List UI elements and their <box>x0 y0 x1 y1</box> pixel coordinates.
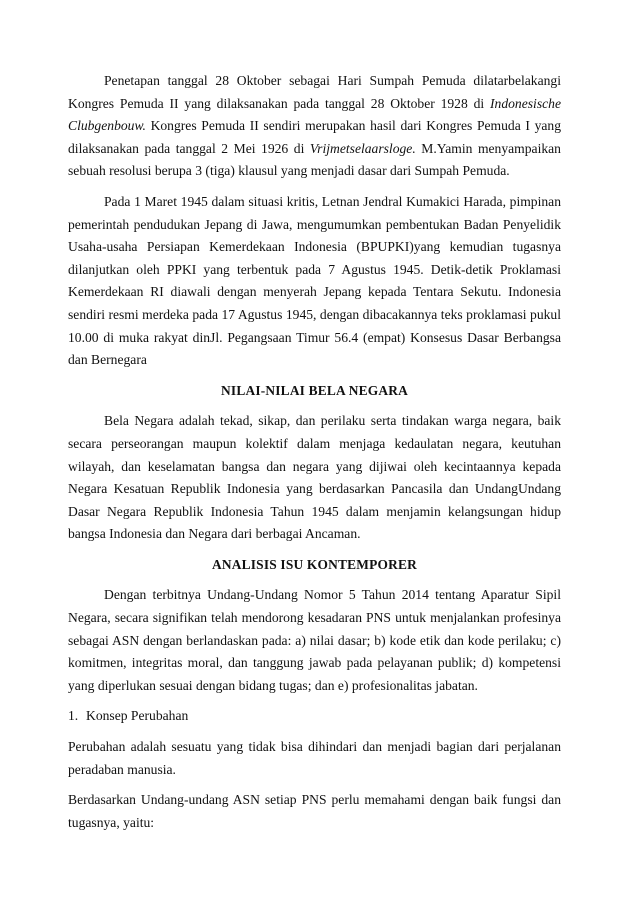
paragraph-text: M.Yamin menyampaikan sebuah resolusi berupa 3 (tiga) klausul yang menjadi dasar dari Sumpah Pemuda. <box>68 140 561 179</box>
list-number: 1. <box>68 708 79 724</box>
paragraph-perubahan: Perubahan adalah sesuatu yang tidak bisa dihindari dan menjadi bagian dari perjalanan peradaban manusia. <box>68 739 561 777</box>
paragraph-text: Kongres Pemuda II sendiri merupakan hasil dari Kongres Pemuda I yang dilaksanakan pada tanggal 2 Mei 1926 di <box>68 118 561 156</box>
italic-text: Indonesische Clubgenbouw. <box>68 95 561 134</box>
paragraph-sumpah-pemuda <box>68 70 561 183</box>
paragraph-bela-negara: Bela Negara adalah tekad, sikap, dan perilaku serta tindakan warga negara, baik secara perseorangan maupun kolektif dalam menjaga kedaulatan negara, keutuhan wilayah, dan keselamatan bangsa dan negara yang dijiwai oleh kecintaannya kepada Negara Kesatuan Republik Indonesia yang berdasarkan Pancasila dan UndangUndang Dasar Negara Republik Indonesia Tahun 1945 dalam menjamin kelangsungan hidup bangsa Indonesia dan Negara dari berbagai Ancaman. <box>68 413 561 542</box>
italic-text: Vrijmetselaarsloge. <box>309 140 416 156</box>
paragraph-fungsi-tugas: Berdasarkan Undang-undang ASN setiap PNS perlu memahami dengan baik fungsi dan tugasnya, yaitu: <box>68 792 561 830</box>
heading-analisis-isu: ANALISIS ISU KONTEMPORER <box>212 556 417 572</box>
paragraph-uu-asn: Dengan terbitnya Undang-Undang Nomor 5 Tahun 2014 tentang Aparatur Sipil Negara, secara signifikan telah mendorong kesadaran PNS untuk menjalankan profesinya sebagai ASN dengan berlandaskan pada: a) nilai dasar; b) kode etik dan kode perilaku; c) komitmen, integritas moral, dan tanggung jawab pada pelayanan publik; d) kompetensi yang diperlukan sesuai dengan bidang tugas; dan e) profesionalitas jabatan. <box>68 587 561 693</box>
heading-bela-negara: NILAI-NILAI BELA NEGARA <box>221 382 408 398</box>
paragraph-text: Penetapan tanggal 28 Oktober sebagai Hari Sumpah Pemuda dilatarbelakangi Kongres Pemuda II yang dilaksanakan pada tanggal 28 Oktober 1928 di <box>68 73 561 111</box>
document-page <box>68 70 561 834</box>
paragraph-proklamasi: Pada 1 Maret 1945 dalam situasi kritis, Letnan Jendral Kumakici Harada, pimpinan pemerintah pendudukan Jepang di Jawa, mengumumkan pembentukan Badan Penyelidik Usaha-usaha Persiapan Kemerdekaan Indonesia (BPUPKI)yang kemudian tugasnya dilanjutkan oleh PPKI yang terbentuk pada 7 Agustus 1945. Detik-detik Proklamasi Kemerdekaan RI diawali dengan menyerah Jepang kepada Tentara Sekutu. Indonesia sendiri resmi merdeka pada 17 Agustus 1945, dengan dibacakannya teks proklamasi pukul 10.00 di muka rakyat dinJl. Pegangsaan Timur 56.4 (empat) Konsesus Dasar Berbangsa dan Bernegara <box>68 193 561 368</box>
list-label: Konsep Perubahan <box>86 708 189 724</box>
list-item-konsep-perubahan <box>68 705 561 728</box>
